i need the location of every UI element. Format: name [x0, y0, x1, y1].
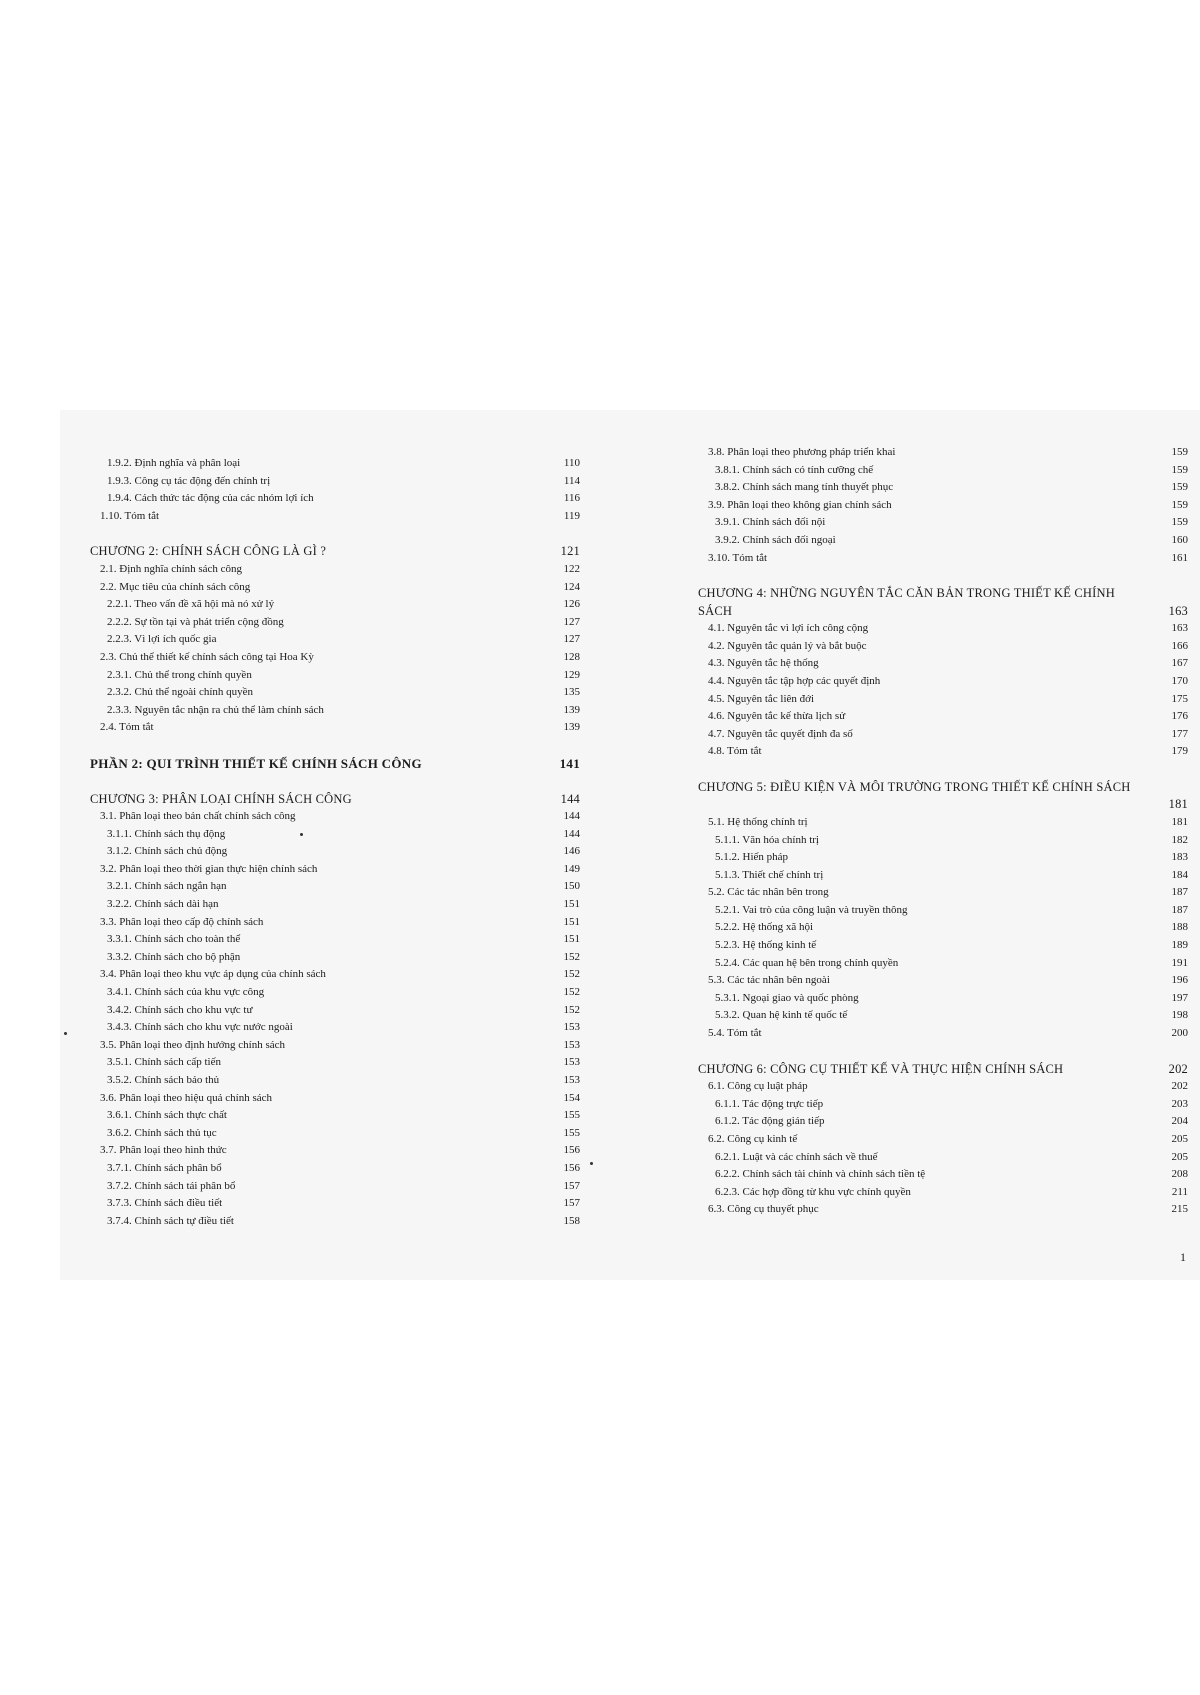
toc-entry-title: 1.9.4. Cách thức tác động của các nhóm lợi ích	[107, 492, 314, 505]
toc-entry-page: 160	[1171, 533, 1188, 546]
toc-section-entry	[90, 966, 580, 984]
toc-entry-page: 208	[1171, 1168, 1188, 1181]
toc-entry-title: 5.3. Các tác nhân bên ngoài	[708, 974, 830, 987]
toc-subsection-entry	[698, 1184, 1188, 1202]
toc-entry-page: 157	[563, 1197, 580, 1210]
toc-entry-title: CHƯƠNG 5: ĐIỀU KIỆN VÀ MÔI TRƯỜNG TRONG THIẾT KẾ CHÍNH SÁCH	[698, 779, 1131, 794]
toc-entry-title: 2.1. Định nghĩa chính sách công	[100, 562, 243, 575]
toc-subsection-entry	[90, 1160, 580, 1178]
toc-section-entry	[698, 884, 1188, 902]
toc-entry-page: 181	[1168, 797, 1188, 812]
toc-entry-title: 3.2.1. Chính sách ngắn hạn	[107, 880, 227, 893]
toc-subsection-entry	[698, 990, 1188, 1008]
toc-entry-page: 188	[1171, 921, 1188, 934]
toc-entry-page: 151	[563, 915, 580, 928]
toc-entry-title: 1.9.3. Công cụ tác động đến chính trị	[107, 474, 271, 487]
toc-subsection-entry	[90, 878, 580, 896]
toc-subsection-entry	[90, 1002, 580, 1020]
toc-entry-title: 2.3. Chủ thể thiết kế chính sách công tại Hoa Kỳ	[100, 650, 314, 663]
toc-section-entry	[90, 808, 580, 826]
toc-entry-title: 3.1. Phân loại theo bản chất chính sách công	[100, 810, 296, 823]
toc-entry-page: 121	[560, 544, 580, 559]
toc-entry-title: 6.1. Công cụ luật pháp	[708, 1080, 808, 1093]
toc-section-entry	[90, 561, 580, 579]
toc-entry-title: 3.4. Phân loại theo khu vực áp dụng của chính sách	[100, 968, 326, 981]
scan-speck	[300, 833, 303, 836]
toc-subsection-entry	[90, 631, 580, 649]
toc-section-entry	[698, 620, 1188, 638]
toc-entry-title: CHƯƠNG 3: PHÂN LOẠI CHÍNH SÁCH CÔNG	[90, 791, 352, 806]
toc-entry-title: 5.2.3. Hệ thống kinh tế	[715, 939, 817, 952]
toc-entry-title: 3.7.2. Chính sách tái phân bổ	[107, 1179, 236, 1192]
toc-entry-title: 5.2.4. Các quan hệ bên trong chính quyền	[715, 956, 899, 969]
toc-chapter-heading	[90, 791, 580, 809]
toc-entry-title: 3.7.1. Chính sách phân bổ	[107, 1161, 222, 1174]
toc-section-entry	[90, 1142, 580, 1160]
toc-subsection-entry	[698, 1096, 1188, 1114]
toc-entry-page: 146	[563, 845, 580, 858]
toc-subsection-entry	[698, 937, 1188, 955]
toc-entry-page: 156	[563, 1144, 580, 1157]
toc-entry-page: 163	[1171, 622, 1188, 635]
toc-spacer	[698, 761, 1188, 779]
toc-subsection-entry	[698, 849, 1188, 867]
toc-section-entry	[698, 673, 1188, 691]
toc-entry-title: 4.7. Nguyên tắc quyết định đa số	[708, 727, 853, 740]
toc-entry-title: 3.7.3. Chính sách điều tiết	[107, 1197, 223, 1210]
toc-section-entry	[90, 1090, 580, 1108]
toc-section-entry	[698, 655, 1188, 673]
toc-entry-title: 4.2. Nguyên tắc quản lý và bắt buộc	[708, 639, 867, 652]
toc-subsection-entry	[698, 1007, 1188, 1025]
toc-entry-page: 135	[563, 686, 580, 699]
toc-entry-page: 139	[563, 721, 580, 734]
toc-entry-page: 187	[1171, 903, 1188, 916]
toc-entry-page: 152	[563, 986, 580, 999]
toc-entry-page: 163	[1168, 603, 1188, 618]
toc-entry-title: CHƯƠNG 2: CHÍNH SÁCH CÔNG LÀ GÌ ?	[90, 544, 327, 559]
toc-section-entry	[698, 1131, 1188, 1149]
toc-entry-page: 202	[1171, 1080, 1188, 1093]
scan-speck	[590, 1162, 593, 1165]
toc-section-entry	[698, 708, 1188, 726]
toc-chapter-heading	[698, 779, 1188, 814]
toc-entry-page: 205	[1171, 1150, 1188, 1163]
toc-entry-page: 128	[563, 650, 580, 663]
toc-entry-title: 3.7. Phân loại theo hình thức	[100, 1144, 227, 1157]
toc-subsection-entry	[90, 614, 580, 632]
toc-entry-title: 3.5. Phân loại theo định hướng chính sách	[100, 1038, 286, 1051]
toc-section-entry	[698, 743, 1188, 761]
toc-subsection-entry	[90, 490, 580, 508]
toc-subsection-entry	[90, 843, 580, 861]
toc-entry-title: 3.5.2. Chính sách bảo thủ	[107, 1074, 220, 1086]
toc-entry-title: 2.3.1. Chủ thể trong chính quyền	[107, 668, 252, 681]
toc-entry-title: 2.3.2. Chủ thể ngoài chính quyền	[107, 686, 254, 699]
toc-entry-page: 170	[1171, 674, 1188, 687]
toc-subsection-entry	[698, 462, 1188, 480]
toc-entry-page: 139	[563, 703, 580, 716]
toc-subsection-entry	[90, 984, 580, 1002]
toc-entry-page: 153	[563, 1021, 580, 1034]
toc-entry-page: 187	[1171, 886, 1188, 899]
toc-entry-page: 141	[559, 755, 580, 771]
toc-spacer	[90, 737, 580, 755]
toc-entry-page: 184	[1171, 868, 1188, 881]
toc-entry-page: 197	[1171, 991, 1188, 1004]
toc-entry-page: 144	[563, 827, 580, 840]
toc-entry-page: 144	[563, 810, 580, 823]
toc-subsection-entry	[90, 1072, 580, 1090]
toc-spacer	[90, 525, 580, 543]
toc-entry-page: 159	[1171, 463, 1188, 476]
toc-entry-title: 3.1.1. Chính sách thụ động	[107, 827, 226, 840]
toc-subsection-entry	[698, 532, 1188, 550]
toc-entry-title: 5.1.1. Văn hóa chính trị	[715, 833, 819, 846]
toc-subsection-entry	[698, 1149, 1188, 1167]
toc-entry-title: 3.1.2. Chính sách chủ động	[107, 845, 228, 858]
toc-entry-title: 3.9.1. Chính sách đối nội	[715, 516, 826, 529]
toc-section-entry	[90, 508, 580, 526]
toc-entry-page: 122	[563, 562, 580, 575]
toc-entry-page: 202	[1168, 1061, 1188, 1076]
toc-section-entry	[698, 638, 1188, 656]
toc-entry-title: 3.2.2. Chính sách dài hạn	[107, 898, 219, 911]
toc-entry-title: 3.6.1. Chính sách thực chất	[107, 1109, 227, 1122]
toc-entry-title: 4.1. Nguyên tắc vì lợi ích công cộng	[708, 622, 869, 635]
toc-subsection-entry	[90, 1125, 580, 1143]
toc-entry-title: 5.2.1. Vai trò của công luận và truyền thông	[715, 903, 908, 916]
toc-entry-page: 152	[563, 950, 580, 963]
toc-subsection-entry	[90, 896, 580, 914]
toc-section-entry	[90, 861, 580, 879]
toc-entry-page: 159	[1171, 481, 1188, 494]
toc-entry-title: 3.4.1. Chính sách của khu vực công	[107, 986, 265, 999]
toc-entry-title: 4.4. Nguyên tắc tập hợp các quyết định	[708, 674, 881, 687]
toc-entry-title: 3.3. Phân loại theo cấp độ chính sách	[100, 915, 264, 928]
toc-entry-page: 155	[563, 1126, 580, 1139]
toc-entry-page: 151	[563, 933, 580, 946]
toc-spacer	[698, 1043, 1188, 1061]
toc-entry-title: CHƯƠNG 6: CÔNG CỤ THIẾT KẾ VÀ THỰC HIỆN CHÍNH SÁCH	[698, 1061, 1064, 1076]
toc-entry-page: 203	[1171, 1097, 1188, 1110]
toc-entry-title: 3.8.1. Chính sách có tính cưỡng chế	[715, 463, 874, 476]
toc-entry-page: 179	[1171, 745, 1188, 758]
toc-entry-title: 6.1.1. Tác động trực tiếp	[715, 1097, 824, 1110]
toc-entry-title: 3.6.2. Chính sách thủ tục	[107, 1126, 217, 1139]
toc-subsection-entry	[698, 1166, 1188, 1184]
toc-entry-title: 3.9.2. Chính sách đối ngoại	[715, 533, 836, 546]
toc-entry-page: 153	[563, 1038, 580, 1051]
toc-chapter-heading	[698, 1061, 1188, 1079]
scan-speck	[64, 1032, 67, 1035]
toc-section-entry	[90, 649, 580, 667]
toc-entry-page: 152	[563, 1003, 580, 1016]
toc-section-entry	[698, 550, 1188, 568]
toc-entry-page: 110	[563, 457, 580, 469]
toc-entry-page: 198	[1171, 1009, 1188, 1022]
toc-entry-page: 166	[1171, 639, 1188, 652]
toc-subsection-entry	[698, 867, 1188, 885]
toc-section-entry	[698, 972, 1188, 990]
toc-entry-page: 204	[1171, 1115, 1188, 1128]
toc-part-heading	[90, 755, 580, 773]
toc-entry-page: 151	[563, 898, 580, 911]
toc-entry-title: 3.5.1. Chính sách cấp tiến	[107, 1056, 221, 1069]
toc-chapter-heading	[698, 585, 1188, 620]
toc-section-entry	[698, 497, 1188, 515]
toc-entry-title: 2.2. Mục tiêu của chính sách công	[100, 580, 251, 593]
toc-entry-page: 196	[1171, 974, 1188, 987]
toc-entry-page: 152	[563, 968, 580, 981]
toc-subsection-entry	[90, 1178, 580, 1196]
toc-subsection-entry	[90, 826, 580, 844]
toc-subsection-entry	[90, 473, 580, 491]
toc-entry-title: 4.6. Nguyên tắc kế thừa lịch sử	[708, 710, 846, 723]
toc-entry-page: 116	[563, 492, 580, 505]
toc-entry-title: 1.9.2. Định nghĩa và phân loại	[107, 457, 241, 469]
toc-entry-title: 5.4. Tóm tắt	[708, 1027, 762, 1040]
toc-subsection-entry	[90, 1107, 580, 1125]
toc-entry-title: 3.2. Phân loại theo thời gian thực hiện chính sách	[100, 862, 318, 875]
toc-entry-page: 159	[1171, 498, 1188, 511]
toc-subsection-entry	[90, 684, 580, 702]
page-number: 1	[1180, 1250, 1186, 1264]
toc-section-entry	[698, 444, 1188, 462]
toc-entry-title: CHƯƠNG 4: NHỮNG NGUYÊN TẮC CĂN BẢN TRONG THIẾT KẾ CHÍNH SÁCH	[698, 586, 1115, 618]
toc-subsection-entry	[90, 1213, 580, 1231]
toc-spacer	[698, 567, 1188, 585]
toc-right-column	[698, 444, 1188, 1219]
toc-subsection-entry	[90, 455, 580, 473]
toc-entry-page: 159	[1171, 516, 1188, 529]
toc-entry-title: 3.8. Phân loại theo phương pháp triển khai	[708, 446, 896, 458]
toc-subsection-entry	[90, 931, 580, 949]
toc-entry-title: 6.2.3. Các hợp đồng từ khu vực chính quyền	[715, 1185, 911, 1198]
toc-entry-title: 3.4.3. Chính sách cho khu vực nước ngoài	[107, 1021, 293, 1034]
toc-section-entry	[90, 719, 580, 737]
toc-entry-page: 182	[1171, 833, 1188, 846]
toc-entry-page: 119	[563, 509, 580, 522]
toc-entry-title: 6.1.2. Tác động gián tiếp	[715, 1115, 825, 1128]
toc-subsection-entry	[90, 596, 580, 614]
toc-entry-page: 176	[1171, 710, 1188, 723]
toc-entry-page: 189	[1171, 939, 1188, 952]
toc-entry-page: 156	[563, 1161, 580, 1174]
toc-entry-page: 144	[560, 791, 580, 806]
toc-section-entry	[698, 691, 1188, 709]
toc-subsection-entry	[90, 702, 580, 720]
toc-entry-title: 3.8.2. Chính sách mang tính thuyết phục	[715, 481, 894, 494]
toc-entry-title: 5.2. Các tác nhân bên trong	[708, 886, 829, 899]
toc-entry-title: 1.10. Tóm tắt	[100, 509, 160, 522]
toc-chapter-heading	[90, 543, 580, 561]
toc-entry-page: 153	[563, 1074, 580, 1086]
toc-entry-page: 127	[563, 615, 580, 628]
toc-section-entry	[698, 1201, 1188, 1219]
toc-entry-title: 4.5. Nguyên tắc liên đới	[708, 692, 815, 705]
toc-subsection-entry	[90, 667, 580, 685]
toc-entry-title: 3.4.2. Chính sách cho khu vực tư	[107, 1003, 253, 1016]
toc-section-entry	[90, 1037, 580, 1055]
toc-entry-page: 177	[1171, 727, 1188, 740]
toc-entry-title: 2.2.1. Theo vấn đề xã hội mà nó xử lý	[107, 598, 275, 611]
toc-entry-title: 2.3.3. Nguyên tắc nhận ra chủ thể làm chính sách	[107, 703, 324, 716]
toc-entry-title: 5.3.2. Quan hệ kinh tế quốc tế	[715, 1009, 848, 1022]
toc-subsection-entry	[90, 949, 580, 967]
toc-entry-page: 124	[563, 580, 580, 593]
toc-left-column	[90, 455, 580, 1230]
toc-subsection-entry	[698, 955, 1188, 973]
toc-entry-title: 5.3.1. Ngoại giao và quốc phòng	[715, 991, 859, 1004]
toc-subsection-entry	[698, 479, 1188, 497]
toc-entry-page: 215	[1171, 1203, 1188, 1216]
toc-section-entry	[698, 1025, 1188, 1043]
toc-entry-page: 175	[1171, 692, 1188, 705]
toc-entry-page: 161	[1171, 551, 1188, 564]
toc-entry-title: 5.2.2. Hệ thống xã hội	[715, 921, 814, 934]
toc-subsection-entry	[698, 514, 1188, 532]
toc-entry-title: 5.1.3. Thiết chế chính trị	[715, 868, 824, 881]
toc-entry-page: 129	[563, 668, 580, 681]
toc-entry-page: 150	[563, 880, 580, 893]
toc-section-entry	[90, 579, 580, 597]
toc-entry-page: 205	[1171, 1133, 1188, 1145]
toc-entry-title: 2.4. Tóm tắt	[100, 721, 154, 734]
toc-section-entry	[698, 1078, 1188, 1096]
toc-entry-page: 126	[563, 598, 580, 611]
toc-entry-page: 167	[1171, 657, 1188, 670]
toc-entry-title: 5.1.2. Hiến pháp	[715, 851, 789, 864]
toc-subsection-entry	[698, 919, 1188, 937]
toc-entry-title: 6.2. Công cụ kinh tế	[708, 1133, 798, 1145]
toc-entry-title: 3.9. Phân loại theo không gian chính sách	[708, 498, 892, 511]
toc-entry-page: 159	[1171, 446, 1188, 458]
toc-subsection-entry	[90, 1054, 580, 1072]
toc-entry-title: 6.2.2. Chính sách tài chính và chính sách tiền tệ	[715, 1168, 926, 1181]
toc-entry-page: 149	[563, 862, 580, 875]
toc-subsection-entry	[698, 1113, 1188, 1131]
toc-section-entry	[698, 814, 1188, 832]
toc-entry-page: 114	[563, 474, 580, 487]
toc-entry-page: 183	[1171, 851, 1188, 864]
toc-spacer	[90, 773, 580, 791]
toc-entry-title: 4.8. Tóm tắt	[708, 745, 762, 758]
toc-entry-title: 2.2.2. Sự tồn tại và phát triển cộng đồng	[107, 615, 284, 628]
toc-entry-page: 155	[563, 1109, 580, 1122]
toc-entry-title: 3.7.4. Chính sách tự điều tiết	[107, 1214, 234, 1227]
toc-entry-page: 157	[563, 1179, 580, 1192]
toc-entry-title: 2.2.3. Vì lợi ích quốc gia	[107, 633, 217, 646]
toc-entry-title: 6.2.1. Luật và các chính sách về thuế	[715, 1150, 878, 1163]
toc-entry-title: 3.10. Tóm tắt	[708, 551, 768, 564]
toc-entry-title: PHẦN 2: QUI TRÌNH THIẾT KẾ CHÍNH SÁCH CÔNG	[90, 755, 422, 771]
toc-entry-page: 153	[563, 1056, 580, 1069]
toc-subsection-entry	[90, 1195, 580, 1213]
toc-entry-page: 154	[563, 1091, 580, 1104]
toc-entry-page: 191	[1171, 956, 1188, 969]
toc-entry-title: 6.3. Công cụ thuyết phục	[708, 1203, 819, 1216]
toc-subsection-entry	[698, 832, 1188, 850]
toc-entry-page: 127	[563, 633, 580, 646]
toc-entry-title: 3.3.2. Chính sách cho bộ phận	[107, 950, 241, 963]
toc-entry-title: 4.3. Nguyên tắc hệ thống	[708, 657, 819, 670]
toc-section-entry	[698, 726, 1188, 744]
toc-subsection-entry	[698, 902, 1188, 920]
toc-entry-title: 3.6. Phân loại theo hiệu quả chính sách	[100, 1091, 272, 1104]
toc-subsection-entry	[90, 1019, 580, 1037]
toc-entry-page: 181	[1171, 815, 1188, 828]
toc-entry-page: 211	[1171, 1185, 1188, 1198]
toc-entry-page: 200	[1171, 1027, 1188, 1040]
toc-section-entry	[90, 914, 580, 932]
toc-entry-page: 158	[563, 1214, 580, 1227]
toc-entry-title: 5.1. Hệ thống chính trị	[708, 815, 808, 828]
toc-entry-title: 3.3.1. Chính sách cho toàn thể	[107, 933, 241, 946]
